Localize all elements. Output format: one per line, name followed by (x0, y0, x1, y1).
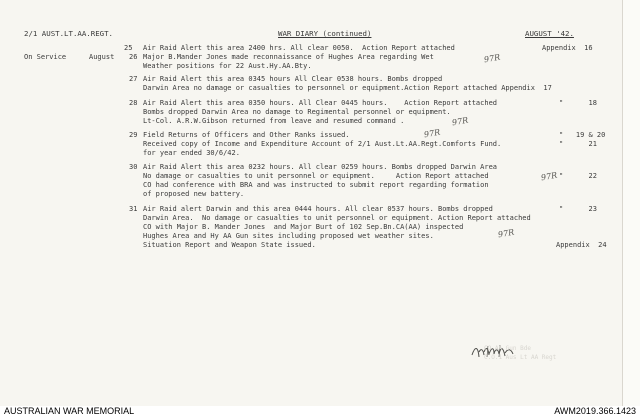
entry-line: Situation Report and Weapon State issued. (143, 241, 316, 249)
entry-line: Air Raid Alert this area 0345 hours All Clear 0538 hours. Bombs dropped (143, 75, 443, 83)
entry-line: Darwin Area. No damage or casualties to unit personnel or equipment. Action Report attached (143, 214, 531, 222)
entry-day: 29 (129, 131, 138, 139)
appendix-reference: " 19 & 20 (559, 131, 606, 139)
archive-footer (0, 406, 640, 417)
entry-line: CO had conference with BRA and was instructed to submit report regarding formation (143, 181, 489, 189)
entry-line: Air Raid Alert this area 0350 hours. All Clear 0445 hours. Action Report attached (143, 99, 498, 107)
diary-month: AUGUST '42. (525, 29, 574, 38)
entry-day: 31 (129, 205, 138, 213)
entry-line: No damage or casualties to unit personnel or equipment. Action Report attached (143, 172, 489, 180)
entry-day: 28 (129, 99, 138, 107)
entry-line: Field Returns of Officers and Other Ranks issued. (143, 131, 350, 139)
entry-line: Air Raid alert Darwin and this area 0444 hours. All clear 0537 hours. Bombs dropped (143, 205, 493, 213)
unit-heading: 2/1 AUST.LT.AA.REGT. (24, 29, 113, 38)
handwritten-initial: 97R (423, 127, 441, 140)
entry-line: of proposed new battery. (143, 190, 245, 198)
entry-day: 30 (129, 163, 138, 171)
entry-day: 25 (124, 44, 133, 52)
handwritten-initial: 97R (483, 52, 501, 65)
entry-line: Received copy of Income and Expenditure Account of 2/1 Aust.Lt.AA.Regt.Comforts Fund. (143, 140, 502, 148)
entry-line: for year ended 30/6/42. (143, 149, 240, 157)
entry-line: Lt-Col. A.R.W.Gibson returned from leave and resumed command . (143, 117, 405, 125)
handwritten-initial: 97R (540, 170, 558, 183)
appendix-reference: " 23 (559, 205, 597, 213)
faint-stamp: CO AA Gun Bde C.O.1 Aus Lt AA Regt (484, 345, 557, 361)
entry-line: Major B.Mander Jones made reconnaissance of Hughes Area regarding Wet (143, 53, 434, 61)
entry-line: Bombs dropped Darwin Area no damage to Regimental personnel or equipment. (143, 108, 451, 116)
entry-line: Weather positions for 22 Aust.Hy.AA.Bty. (143, 62, 312, 70)
appendix-reference: " 18 (559, 99, 597, 107)
entry-day: 27 (129, 75, 138, 83)
appendix-reference: " 21 (559, 140, 597, 148)
entry-line: Hughes Area and Hy AA Gun sites including proposed wet weather sites. (143, 232, 434, 240)
entry-line: Darwin Area no damage or casualties to personnel or equipment.Action Report attached Appendix 17 (143, 84, 552, 92)
entry-day: 26 (129, 53, 138, 61)
diary-title: WAR DIARY (continued) (278, 29, 372, 38)
handwritten-initial: 97R (451, 115, 469, 128)
entry-line: Air Raid Alert this area 0232 hours. All clear 0259 hours. Bombs dropped Darwin Area (143, 163, 498, 171)
memorial-label: AUSTRALIAN WAR MEMORIAL (4, 406, 135, 416)
appendix-reference: Appendix 16 (542, 44, 593, 52)
entry-line: Air Raid Alert this area 2400 hrs. All clear 0050. Action Report attached (143, 44, 455, 52)
margin-month: August (89, 53, 115, 61)
margin-place: On Service (24, 53, 67, 61)
archive-id: AWM2019.366.1423 (554, 406, 636, 416)
handwritten-initial: 97R (497, 227, 515, 240)
appendix-reference: Appendix 24 (556, 241, 607, 249)
appendix-reference: " 22 (559, 172, 597, 180)
entry-line: CO with Major B. Mander Jones and Major Burt of 102 Sep.Bn.CA(AA) inspected (143, 223, 464, 231)
